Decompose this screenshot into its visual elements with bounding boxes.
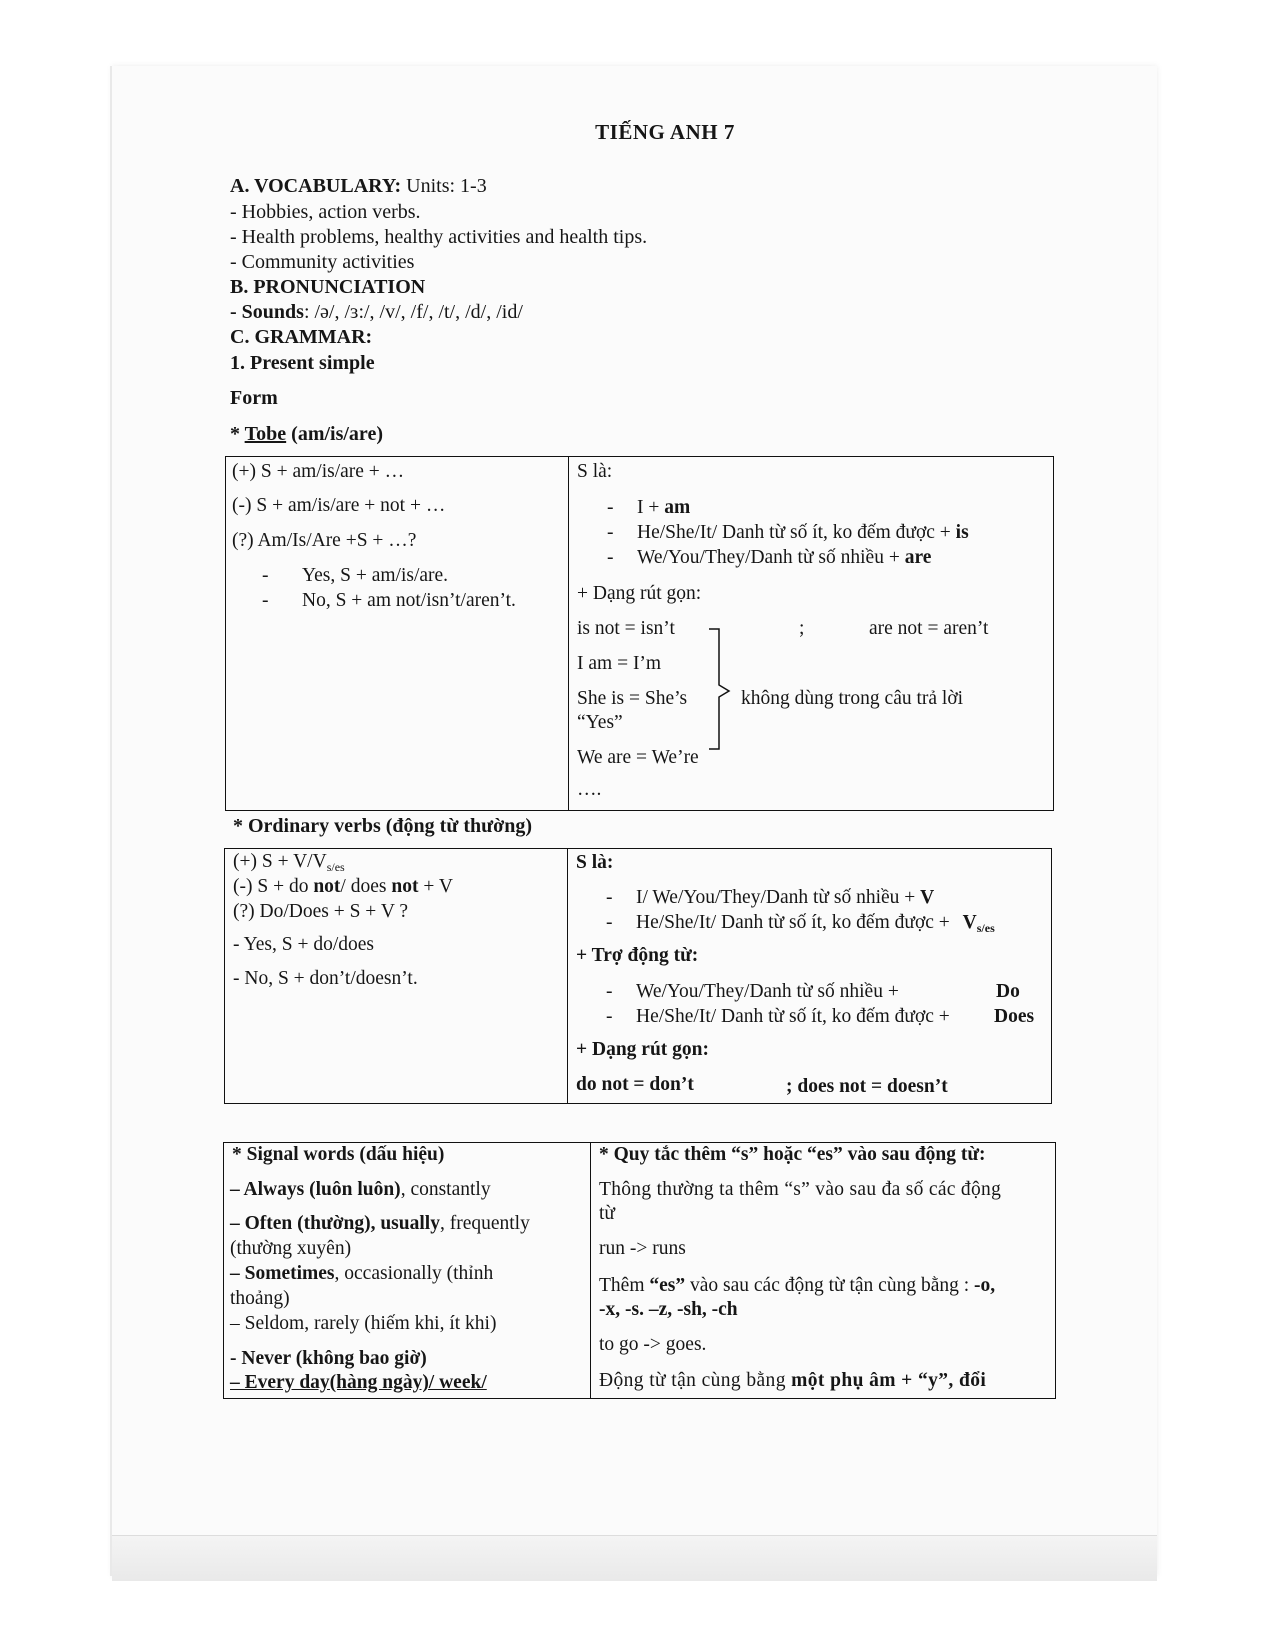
short-does-not: ; does not = doesn’t xyxy=(786,1076,948,1097)
s-rule-line1: Thông thường ta thêm “s” vào sau đa số các động xyxy=(599,1179,1002,1200)
rule-text: I + xyxy=(637,497,665,518)
ordinary-negative xyxy=(233,876,453,898)
ordinary-heading: * Ordinary verbs (động từ thường) xyxy=(233,815,532,837)
aux-label: + Trợ động từ: xyxy=(576,945,699,966)
pron-sounds-line xyxy=(230,301,523,324)
aux-do-rule: - We/You/They/Danh từ số nhiều + xyxy=(606,981,899,1002)
sounds-label: - Sounds xyxy=(230,301,304,323)
tobe-star: * xyxy=(230,423,245,445)
short-is-not: is not = isn’t xyxy=(577,618,675,639)
paper-stack-edge xyxy=(112,1535,1157,1581)
vocab-item: - Health problems, healthy activities and health tips. xyxy=(230,226,648,248)
vocab-heading: A. VOCABULARY: xyxy=(230,175,402,197)
form-not: not xyxy=(313,876,341,897)
signal-key: – Always (luôn luôn) xyxy=(230,1179,401,1200)
rule-text: Động từ tận cùng bằng xyxy=(599,1370,792,1391)
tobe-form-cell xyxy=(226,457,569,811)
pron-heading: B. PRONUNCIATION xyxy=(230,276,426,298)
rule-text: We/You/They/Danh từ số nhiều + xyxy=(636,981,899,1002)
ordinary-s-la: S là: xyxy=(576,852,614,873)
short-yes-quote: “Yes” xyxy=(577,712,623,733)
tobe-table xyxy=(225,456,1054,811)
signal-sometimes-2: thoảng) xyxy=(230,1288,290,1309)
signal-rest: , occasionally (thỉnh xyxy=(334,1263,494,1284)
signal-seldom: – Seldom, rarely (hiếm khi, ít khi) xyxy=(230,1313,497,1334)
ordinary-short-label: + Dạng rút gọn: xyxy=(576,1039,709,1060)
short-do-not: do not = don’t xyxy=(576,1074,694,1095)
grammar-heading: C. GRAMMAR: xyxy=(230,326,373,348)
tobe-yes-answer: - Yes, S + am/is/are. xyxy=(262,565,449,586)
form-text: (-) S + do xyxy=(233,876,314,897)
signal-every: – Every day(hàng ngày)/ week/ xyxy=(230,1372,487,1393)
right-brace-icon xyxy=(707,627,737,752)
signal-words-cell xyxy=(224,1143,591,1399)
tobe-heading xyxy=(230,423,383,446)
rule-verb: V xyxy=(920,887,935,908)
ordinary-yes-answer: - Yes, S + do/does xyxy=(233,934,375,955)
signal-always xyxy=(230,1179,491,1201)
es-rule-endings: -x, -s. –z, -sh, -ch xyxy=(599,1299,738,1320)
rule-text: He/She/It/ Danh từ số ít, ko đếm được + xyxy=(636,1006,950,1027)
tobe-no-answer: - No, S + am not/isn’t/aren’t. xyxy=(262,590,516,611)
aux-does: Does xyxy=(994,1006,1035,1027)
signal-never: - Never (không bao giờ) xyxy=(230,1348,427,1369)
rule-bold: một phụ âm + “y”, đổi xyxy=(791,1370,987,1391)
ordinary-no-answer: - No, S + don’t/doesn’t. xyxy=(233,968,418,989)
ordinary-usage-cell xyxy=(568,849,1052,1104)
rule-verb: am xyxy=(664,497,691,518)
tobe-positive: (+) S + am/is/are + … xyxy=(232,461,405,482)
short-semicolon: ; xyxy=(799,618,805,639)
rule-ending: -o, xyxy=(974,1275,996,1296)
s-es-rule-cell xyxy=(591,1143,1056,1399)
form-not: not xyxy=(391,876,419,897)
aux-does-rule: - He/She/It/ Danh từ số ít, ko đếm được + xyxy=(606,1006,950,1027)
rule-text: Thêm xyxy=(599,1275,650,1296)
form-suffix: s/es xyxy=(326,860,345,874)
vocab-item: - Hobbies, action verbs. xyxy=(230,201,421,223)
rule-text: He/She/It/ Danh từ số ít, ko đếm được + xyxy=(636,912,955,933)
ordinary-v-rule: - I/ We/You/They/Danh từ số nhiều + V xyxy=(606,887,935,908)
signal-often-2: (thường xuyên) xyxy=(230,1238,352,1259)
ordinary-form-cell xyxy=(225,849,568,1104)
s-es-heading: * Quy tắc thêm “s” hoặc “es” vào sau động từ: xyxy=(599,1144,986,1165)
short-ellipsis: …. xyxy=(577,779,602,800)
vocab-item: - Community activities xyxy=(230,251,415,273)
tobe-are-rule: - We/You/They/Danh từ số nhiều + are xyxy=(607,547,932,568)
es-rule-line1 xyxy=(599,1275,995,1297)
ordinary-table xyxy=(224,848,1052,1104)
form-label: Form xyxy=(230,387,278,409)
vocab-heading-line xyxy=(230,175,487,198)
short-i-am: I am = I’m xyxy=(577,653,662,674)
rule-verb: V xyxy=(962,912,977,933)
rule-suffix: s/es xyxy=(976,921,995,935)
es-rule-example: to go -> goes. xyxy=(599,1334,707,1355)
form-text: + V xyxy=(418,876,453,897)
ordinary-question: (?) Do/Does + S + V ? xyxy=(233,901,409,922)
short-she-is: She is = She’s xyxy=(577,688,688,709)
rule-text: vào sau các động từ tận cùng bằng : xyxy=(685,1275,975,1296)
present-simple-heading: 1. Present simple xyxy=(230,352,375,374)
tobe-s-la: S là: xyxy=(577,461,613,482)
ordinary-vs-rule: - He/She/It/ Danh từ số ít, ko đếm được + $V_{s/es}$ xyxy=(606,912,995,935)
signal-rest: , frequently xyxy=(439,1213,530,1234)
short-we-are: We are = We’re xyxy=(577,747,699,768)
s-rule-example: run -> runs xyxy=(599,1238,686,1259)
s-rule-line2: từ xyxy=(599,1203,615,1224)
tobe-short-label: + Dạng rút gọn: xyxy=(577,583,702,604)
vocab-units: Units: 1-3 xyxy=(401,175,487,197)
signal-table xyxy=(223,1142,1056,1399)
tobe-rest: (am/is/are) xyxy=(286,423,383,445)
rule-verb: are xyxy=(904,547,932,568)
signal-sometimes xyxy=(230,1263,493,1285)
rule-text: He/She/It/ Danh từ số ít, ko đếm được + xyxy=(637,522,956,543)
tobe-label: Tobe xyxy=(244,423,287,445)
ordinary-positive xyxy=(233,851,345,875)
sounds-list: : /ə/, /ɜ:/, /v/, /f/, /t/, /d/, /id/ xyxy=(303,301,523,323)
rule-es: “es” xyxy=(649,1275,686,1296)
short-form-note: không dùng trong câu trả lời xyxy=(741,688,964,709)
aux-do: Do xyxy=(996,981,1020,1002)
rule-verb: is xyxy=(955,522,969,543)
signal-key: – Sometimes xyxy=(230,1263,335,1284)
form-text: / does xyxy=(340,876,392,897)
tobe-is-rule: - He/She/It/ Danh từ số ít, ko đếm được + is xyxy=(607,522,969,543)
signal-heading: * Signal words (dấu hiệu) xyxy=(232,1144,445,1165)
form-text: (+) S + V/V xyxy=(233,851,327,872)
tobe-usage-cell xyxy=(569,457,1054,811)
rule-text: I/ We/You/They/Danh từ số nhiều + xyxy=(636,887,921,908)
tobe-i-am-rule: - I + am xyxy=(607,497,691,518)
tobe-no-text: No, S + am not/isn’t/aren’t. xyxy=(302,590,516,611)
tobe-yes-text: Yes, S + am/is/are. xyxy=(302,565,449,586)
rule-text: We/You/They/Danh từ số nhiều + xyxy=(637,547,905,568)
short-are-not: are not = aren’t xyxy=(869,618,989,639)
signal-often xyxy=(230,1213,530,1235)
signal-key: – Often (thường), usually xyxy=(230,1213,440,1234)
tobe-question: (?) Am/Is/Are +S + …? xyxy=(232,530,417,551)
page-title: TIẾNG ANH 7 xyxy=(595,120,735,144)
y-rule-line xyxy=(599,1370,986,1392)
tobe-negative: (-) S + am/is/are + not + … xyxy=(232,495,446,516)
signal-rest: , constantly xyxy=(400,1179,491,1200)
